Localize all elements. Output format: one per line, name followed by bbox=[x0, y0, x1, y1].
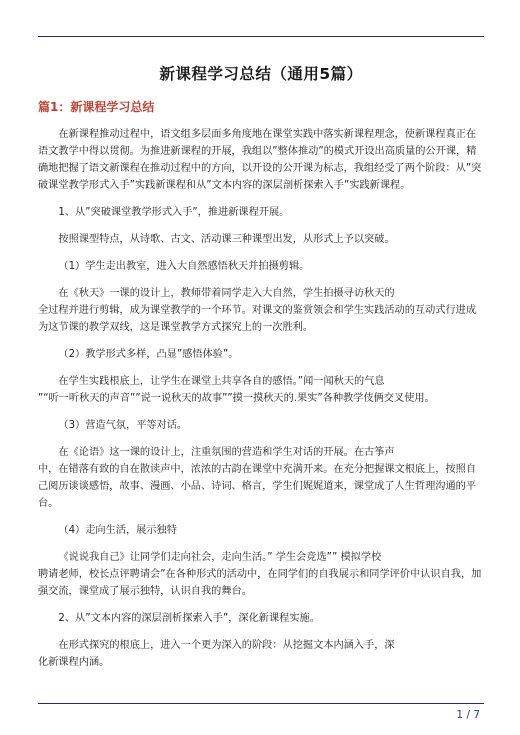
paragraph bbox=[38, 231, 484, 248]
paragraph bbox=[38, 444, 484, 512]
paragraph bbox=[38, 285, 484, 336]
paragraph-text: （1）学生走出教室，进入大自然感悟秋天并拍摄剪辑。 bbox=[58, 261, 310, 272]
paragraph bbox=[38, 549, 484, 600]
paragraph-line: 《说说我自己》让同学们走向社会，走向生活。” 学生会竞选”” 模拟学校 bbox=[58, 552, 382, 563]
paragraph bbox=[38, 417, 484, 434]
paragraph bbox=[38, 637, 484, 671]
paragraph-line: ”“听一听秋天的声音””说一说秋天的故事””摸一摸秋天的.果实”各种教学伎俩交叉使用。 bbox=[38, 393, 435, 404]
paragraph bbox=[38, 204, 484, 221]
section-heading: 篇1：新课程学习总结 bbox=[38, 100, 155, 114]
document-title: 新课程学习总结（通用5篇） bbox=[159, 65, 363, 83]
paragraph-text: 2、从”文本内容的深层剖析探索入手”，深化新课程实施。 bbox=[58, 613, 320, 624]
paragraph-line: 在《论语》这一课的设计上，注重氛围的营造和学生对话的开展。在古筝声 bbox=[58, 447, 395, 458]
paragraph-line: 聘请老师，校长点评聘请会”在各种形式的活动中，在同学们的自我展示和同学评价中认识自我，加强交流，课堂成了展示独特，认识自我的舞台。 bbox=[38, 569, 482, 597]
paragraph-line: 化新课程内涵。 bbox=[38, 657, 110, 668]
document-body bbox=[38, 62, 484, 681]
paragraph-text: 在新课程推动过程中，语文组多层面多角度地在课堂实践中落实新课程理念，使新课程真正在语文教学中得以贯彻。为推进新课程的开展，我组以”整体推动”的模式开设出高质量的公开课，精确地把握了语文新课程在推动过程中的方向，以开设的公开课为标志，我组经受了两个阶段：从”突破课堂教学形式入手”实践新课程和从”文本内容的深层剖析探索入手”实践新课程。 bbox=[38, 129, 482, 191]
paragraph bbox=[38, 346, 484, 363]
paragraph bbox=[38, 126, 484, 194]
paragraph bbox=[38, 373, 484, 407]
header-rule bbox=[38, 36, 484, 37]
paragraph-text: 按照课型特点，从诗歌、古文、活动课三种课型出发，从形式上予以突破。 bbox=[58, 234, 395, 245]
paragraph-text: （3）营造气氛，平等对话。 bbox=[58, 420, 188, 431]
paragraph-text: 1、从”突破课堂教学形式入手”，推进新课程开展。 bbox=[58, 207, 290, 218]
paragraph bbox=[38, 258, 484, 275]
paragraph-text: （4）走向生活，展示独特 bbox=[58, 525, 177, 536]
paragraph-line: 全过程并进行剪辑，成为课堂教学的一个环节。对课文的鉴赏领会和学生实践活动的互动式行进成为这节课的教学双线，这是课堂教学方式探究上的一次胜利。 bbox=[38, 305, 477, 333]
paragraph bbox=[38, 522, 484, 539]
page-indicator: 1 / 7 bbox=[456, 709, 480, 721]
paragraph-line: 在《秋天》一课的设计上，教师带着同学走入大自然，学生拍摄寻访秋天的 bbox=[58, 288, 395, 299]
paragraph bbox=[38, 610, 484, 627]
paragraph-line: 在学生实践根底上，让学生在课堂上共享各自的感悟。”闻一闻秋天的气息 bbox=[58, 376, 385, 387]
paragraph-line: 在形式探究的根底上，进入一个更为深入的阶段：从挖掘文本内涵入手，深 bbox=[58, 640, 395, 651]
paragraph-text: （2）教学形式多样，凸显”感悟体验”。 bbox=[58, 349, 239, 360]
footer-rule bbox=[38, 703, 484, 704]
paragraph-line: 中，在错落有致的自在散读声中，浓浓的古韵在课堂中充满开来。在充分把握课文根底上，按照自己阅历谈谈感悟，故事、漫画、小品、诗词、格言，学生们娓娓道来，课堂成了人生哲理沟通的平台。 bbox=[38, 464, 477, 509]
